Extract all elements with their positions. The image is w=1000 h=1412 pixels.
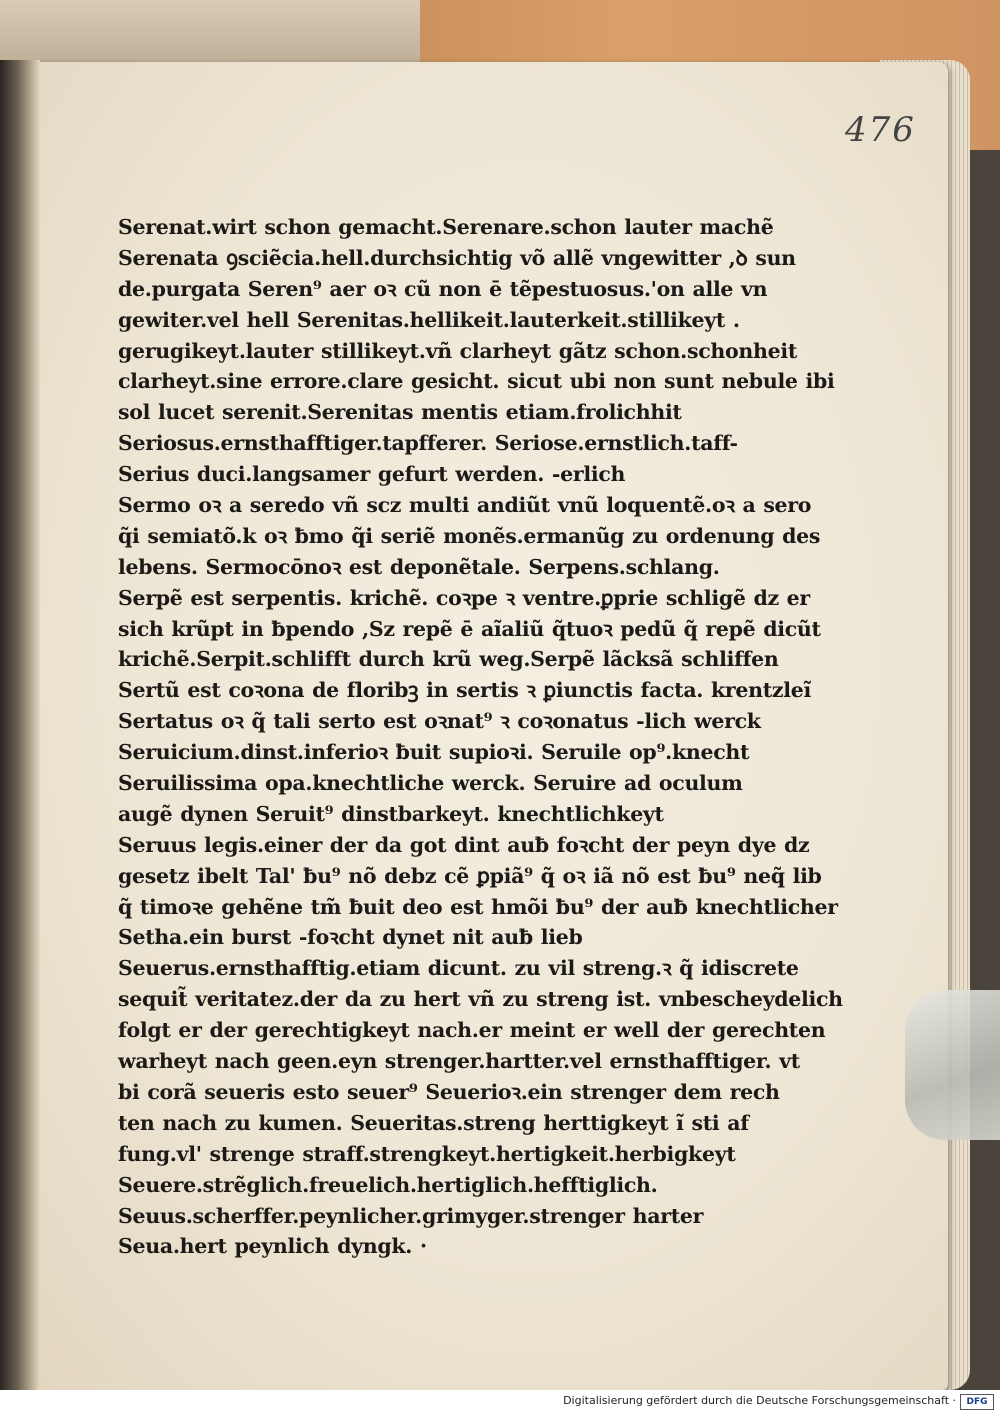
- text-line: gewiter.vel hell Serenitas.hellikeit.lauterkeit.stillikeyt .: [118, 307, 740, 332]
- text-line: sol lucet serenit.Serenitas mentis etiam.frolichhit: [118, 400, 682, 425]
- text-line: Sertũ est coꝛona de floribꝫ in sertis ꝛ ꝑiunctis facta. krentzleĩ: [118, 678, 811, 703]
- text-line: gesetz ibelt Tal' ƀu⁹ nõ debz cẽ ꝑpiã⁹ q̃ oꝛ iã nõ est ƀu⁹ neq̃ lib: [118, 863, 822, 888]
- folio-number: 476: [845, 110, 916, 150]
- text-line: Seuerus.ernsthafftig.etiam dicunt. zu vil streng.ꝛ q̃ idiscrete: [118, 956, 799, 981]
- book-gutter: [0, 60, 40, 1390]
- text-line: clarheyt.sine errore.clare gesicht. sicut ubi non sunt nebule ibi: [118, 369, 835, 394]
- text-line: Seua.hert peynlich dyngk. ·: [118, 1234, 427, 1259]
- text-line: fung.vl' strenge straff.strengkeyt.hertigkeit.herbigkeyt: [118, 1141, 736, 1166]
- footer-bar: [0, 1390, 1000, 1412]
- text-line: Serius duci.langsamer gefurt werden. -erlich: [118, 462, 626, 487]
- text-line: Serenata ꝯsciẽcia.hell.durchsichtig võ allẽ vngewitter ,ꝺ sun: [118, 245, 796, 270]
- text-line: krichẽ.Serpit.schlifft durch krũ weg.Serpẽ lãcksã schliffen: [118, 647, 779, 672]
- text-line: sequit̃ veritatez.der da zu hert vñ zu streng ist. vnbescheydelich: [118, 987, 843, 1012]
- text-line: folgt er der gerechtigkeyt nach.er meint er well der gerechten: [118, 1018, 826, 1043]
- text-line: lebens. Sermocōnoꝛ est deponẽtale. Serpens.schlang.: [118, 554, 720, 579]
- text-line: Seruus legis.einer der da got dint auƀ foꝛcht der peyn dye dz: [118, 832, 810, 857]
- funding-credit: Digitalisierung gefördert durch die Deutsche Forschungsgemeinschaft ·: [563, 1394, 956, 1407]
- text-line: Seriosus.ernsthafftiger.tapfferer. Seriose.ernstlich.taff-: [118, 431, 738, 456]
- text-line: Sertatus oꝛ q̃ tali serto est oꝛnat⁹ ꝛ coꝛonatus -lich werck: [118, 709, 761, 734]
- text-line: Sermo oꝛ a seredo vñ scz multi andiũt vnũ loquentẽ.oꝛ a sero: [118, 493, 812, 518]
- text-line: de.purgata Seren⁹ aer oꝛ cũ non ē tẽpestuosus.'on alle vn: [118, 276, 768, 301]
- text-line: Serpẽ est serpentis. krichẽ. coꝛpe ꝛ ventre.ꝑprie schligẽ dz er: [118, 585, 810, 610]
- text-line: Seuere.strẽglich.freuelich.hertiglich.hefftiglich.: [118, 1172, 658, 1197]
- text-line: ten nach zu kumen. Seueritas.streng herttigkeyt ĩ sti af: [118, 1110, 749, 1135]
- text-line: warheyt nach geen.eyn strenger.hartter.vel ernsthafftiger. vt: [118, 1049, 800, 1074]
- text-line: Seruicium.dinst.inferioꝛ ƀuit supioꝛi. Seruile op⁹.knecht: [118, 740, 750, 765]
- text-block: [118, 212, 843, 1262]
- text-line: augẽ dynen Seruit⁹ dinstbarkeyt. knechtlichkeyt: [118, 801, 664, 826]
- text-line: bi corã seueris esto seuer⁹ Seuerioꝛ.ein strenger dem rech: [118, 1079, 780, 1104]
- text-line: q̃ timoꝛe gehẽne tm̃ ƀuit deo est hmõi ƀu⁹ der auƀ knechtlicher: [118, 894, 838, 919]
- text-line: Seruilissima opa.knechtliche werck. Seruire ad oculum: [118, 771, 743, 796]
- text-line: gerugikeyt.lauter stillikeyt.vñ clarheyt gãtz schon.schonheit: [118, 338, 798, 363]
- text-line: sich krũpt in ƀpendo ,Sz repẽ ē aĩaliũ q̃tuoꝛ pedũ q̃ repẽ dicũt: [118, 616, 821, 641]
- dfg-logo: DFG: [960, 1394, 994, 1410]
- text-line: Setha.ein burst -foꝛcht dynet nit auƀ lieb: [118, 925, 583, 950]
- page-clip: [905, 990, 1000, 1140]
- text-line: q̃i semiatõ.k oꝛ ƀmo q̃i seriẽ monẽs.ermanũg zu ordenung des: [118, 523, 821, 548]
- text-line: Serenat.wirt schon gemacht.Serenare.schon lauter machẽ: [118, 215, 774, 239]
- text-line: Seuus.scherffer.peynlicher.grimyger.strenger harter: [118, 1203, 704, 1228]
